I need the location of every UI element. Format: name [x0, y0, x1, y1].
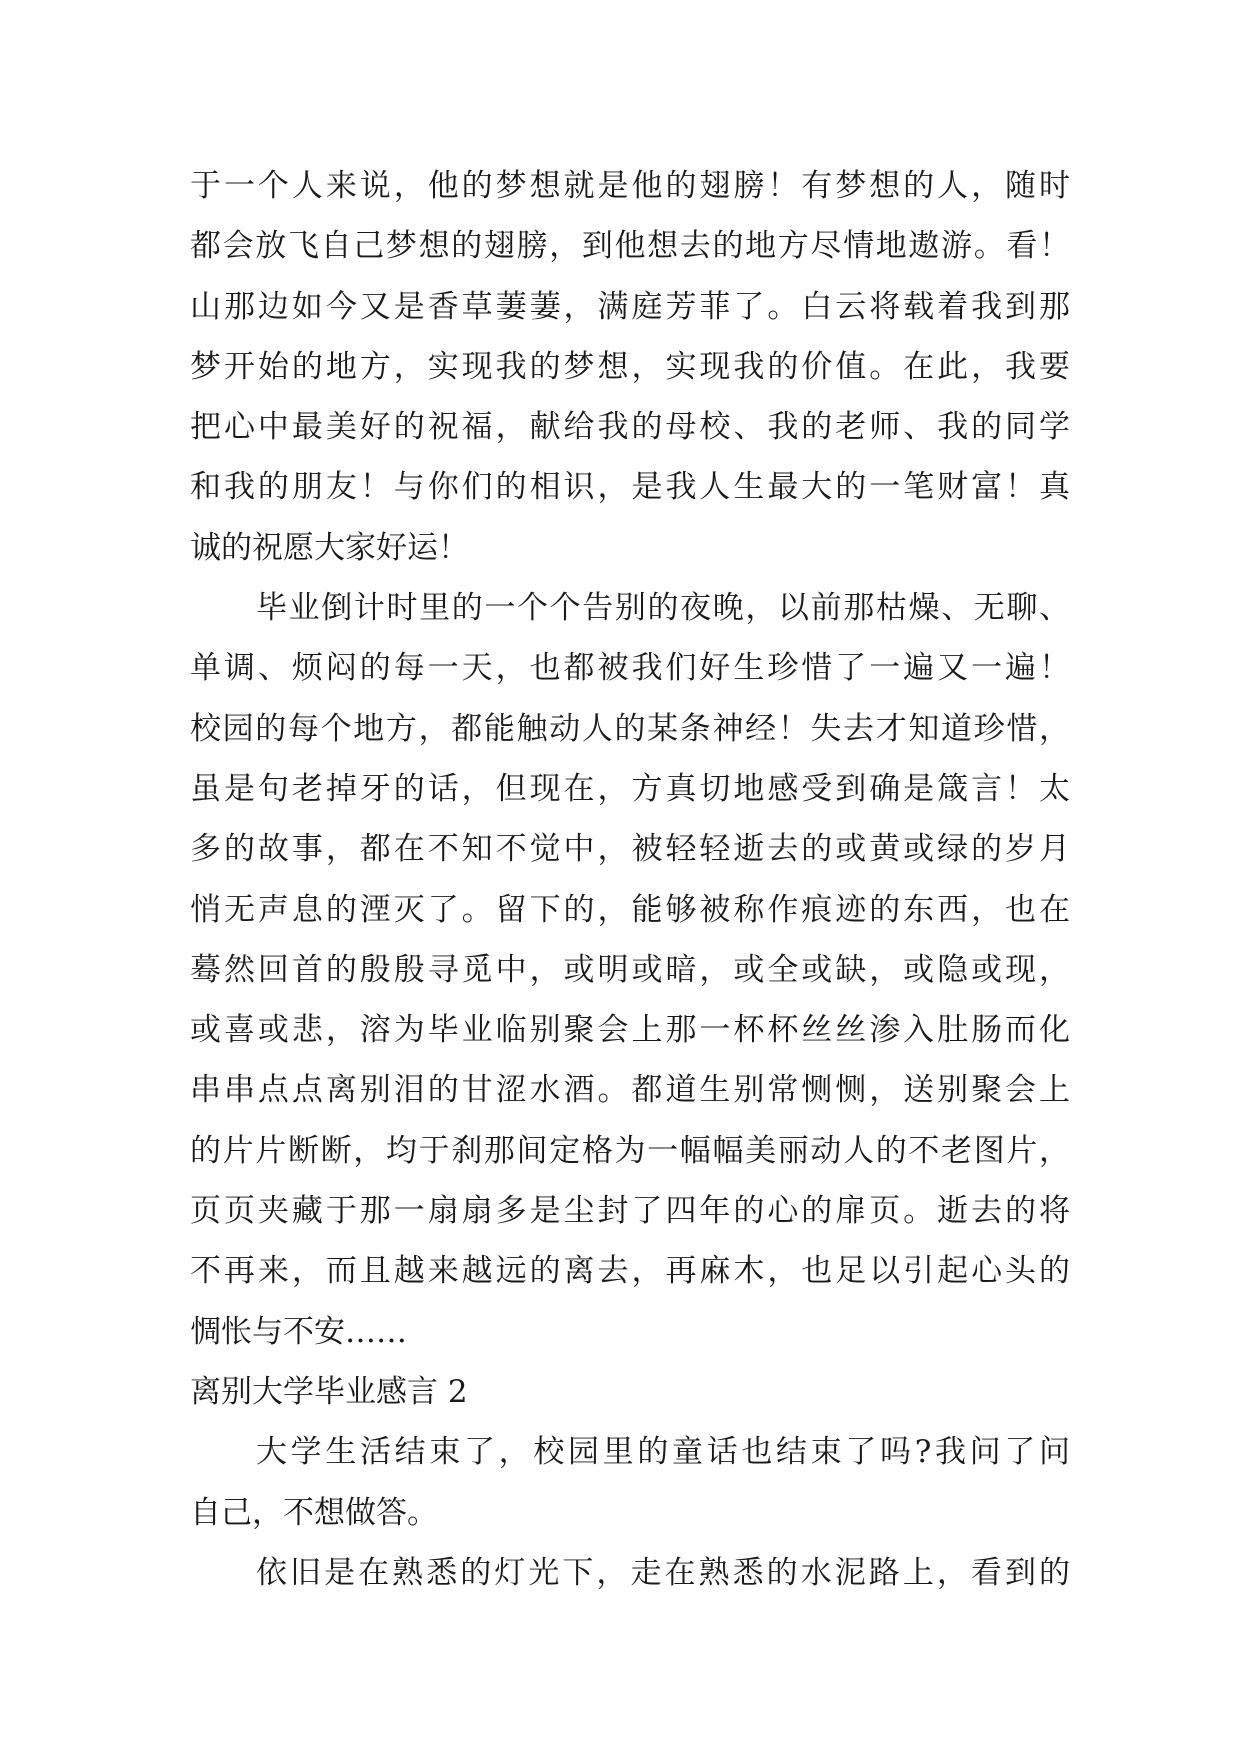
text-line: 把心中最美好的祝福，献给我的母校、我的老师、我的同学 — [190, 409, 1070, 446]
text-line: 串串点点离别泪的甘涩水酒。都道生别常恻恻，送别聚会上 — [190, 1072, 1070, 1109]
heading-line: 离别大学毕业感言 2 — [190, 1373, 468, 1410]
text-line: 依旧是在熟悉的灯光下，走在熟悉的水泥路上，看到的 — [256, 1554, 1070, 1591]
text-line: 都会放飞自己梦想的翅膀，到他想去的地方尽情地遨游。看！ — [190, 228, 1070, 265]
section-heading — [190, 1362, 1070, 1422]
text-line: 山那边如今又是香草萋萋，满庭芳菲了。白云将载着我到那 — [190, 288, 1070, 325]
text-line: 页页夹藏于那一扇扇多是尘封了四年的心的扉页。逝去的将 — [190, 1193, 1070, 1230]
text-line: 校园的每个地方，都能触动人的某条神经！失去才知道珍惜， — [190, 710, 1070, 747]
text-line: 惆怅与不安…… — [190, 1313, 407, 1350]
paragraph — [190, 578, 1070, 1362]
text-line: 蓦然回首的殷殷寻觅中，或明或暗，或全或缺，或隐或现， — [190, 951, 1070, 988]
document-body — [190, 156, 1070, 1603]
text-line: 和我的朋友！与你们的相识，是我人生最大的一笔财富！真 — [190, 469, 1070, 506]
paragraph-continued — [190, 156, 1070, 578]
text-line: 单调、烦闷的每一天，也都被我们好生珍惜了一遍又一遍！ — [190, 650, 1070, 687]
text-line: 的片片断断，均于刹那间定格为一幅幅美丽动人的不老图片， — [190, 1132, 1070, 1169]
text-line: 于一个人来说，他的梦想就是他的翅膀！有梦想的人，随时 — [190, 168, 1070, 204]
text-line: 梦开始的地方，实现我的梦想，实现我的价值。在此，我要 — [190, 348, 1070, 385]
paragraph — [190, 1422, 1070, 1543]
paragraph — [190, 1543, 1070, 1603]
text-line: 毕业倒计时里的一个个告别的夜晚，以前那枯燥、无聊、 — [256, 590, 1070, 627]
text-line: 或喜或悲，溶为毕业临别聚会上那一杯杯丝丝渗入肚肠而化 — [190, 1012, 1070, 1049]
text-line: 不再来，而且越来越远的离去，再麻木，也足以引起心头的 — [190, 1253, 1070, 1290]
text-line: 自己，不想做答。 — [190, 1494, 438, 1531]
text-line: 悄无声息的湮灭了。留下的，能够被称作痕迹的东西，也在 — [190, 891, 1070, 928]
text-line: 诚的祝愿大家好运！ — [190, 529, 469, 566]
text-line: 虽是句老掉牙的话，但现在，方真切地感受到确是箴言！太 — [190, 770, 1070, 807]
text-line: 多的故事，都在不知不觉中，被轻轻逝去的或黄或绿的岁月 — [190, 831, 1070, 868]
text-line: 大学生活结束了，校园里的童话也结束了吗?我问了问 — [256, 1434, 1070, 1471]
